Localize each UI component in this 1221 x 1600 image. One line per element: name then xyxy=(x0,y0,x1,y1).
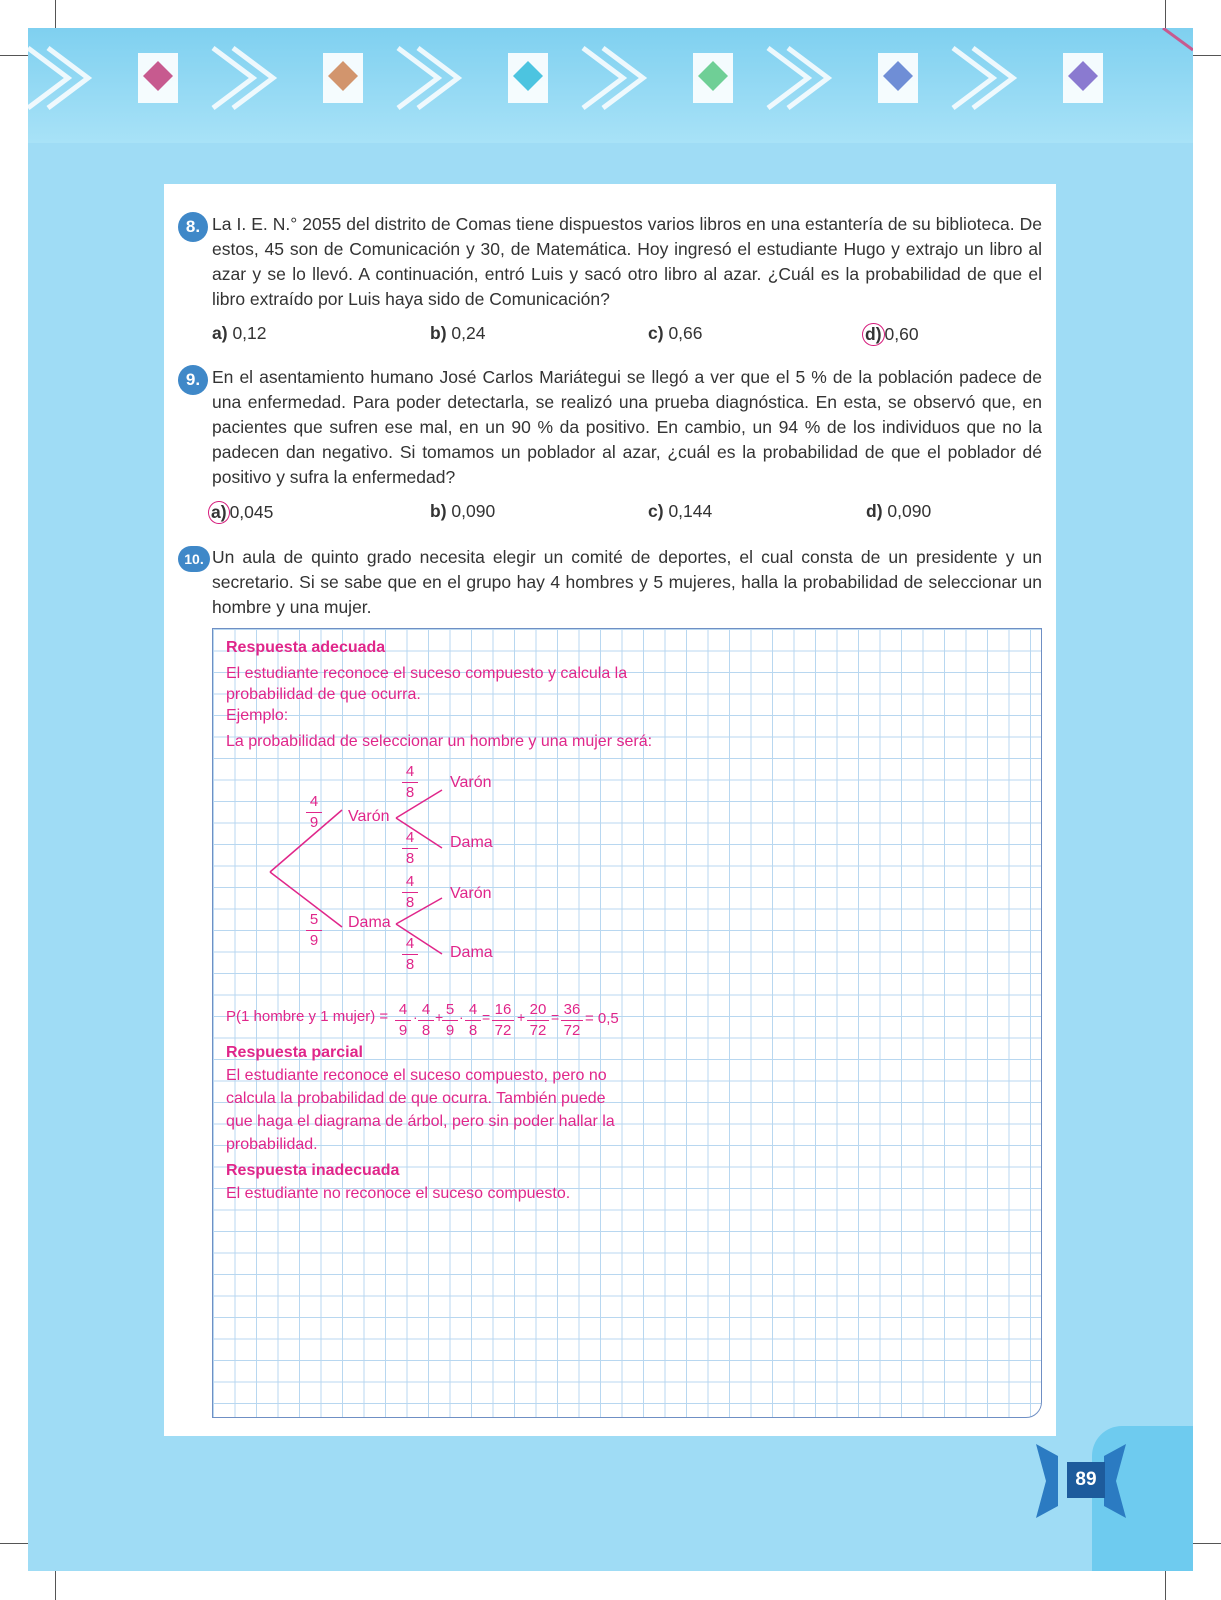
q8-option-a: a) 0,12 xyxy=(212,323,267,343)
selected-answer-circle: a) xyxy=(208,501,230,524)
tree-label-female: Dama xyxy=(348,914,391,931)
tree-fraction: $\frac{4}{8}$ xyxy=(402,872,418,913)
crop-mark xyxy=(1193,55,1221,56)
partial-line: El estudiante reconoce el suceso compuesto, pero no xyxy=(226,1067,607,1084)
question-10-text: Un aula de quinto grado necesita elegir un comité de deportes, el cual consta de un presidente y un secretario. Si se sabe que en el grupo hay 4 hombres y 5 mujeres, halla la probabilidad de seleccionar un hombre y una mujer. xyxy=(212,547,1042,617)
formula-op: + xyxy=(435,1009,444,1025)
adequate-line-2: probabilidad de que ocurra. xyxy=(226,686,421,703)
tree-fraction: $\frac{4}{8}$ xyxy=(402,934,418,975)
question-9-text: En el asentamiento humano José Carlos Mariátegui se llegó a ver que el 5 % de la población padece de una enfermedad. Para poder detectarla, se realizó una prueba diagnóstica. En esta, se observó que, en pacientes que sufren ese mal, en un 90 % da positivo. En cambio, un 94 % de los individuos que no la padecen dan negativo. Si tomamos un poblador al azar, ¿cuál es la probabilidad de que el poblador dé positivo y sufra la enfermedad? xyxy=(212,367,1042,487)
partial-line: probabilidad. xyxy=(226,1136,318,1153)
adequate-title: Respuesta adecuada xyxy=(226,639,386,656)
formula-op: = xyxy=(482,1009,491,1025)
tree-fraction: $\frac{4}{8}$ xyxy=(402,762,418,803)
question-10-number: 10. xyxy=(178,546,210,572)
formula-op: · xyxy=(459,1009,464,1025)
tree-leaf-label: Dama xyxy=(450,834,493,851)
crop-mark xyxy=(0,1543,28,1544)
tree-fraction: $\frac{4}{8}$ xyxy=(402,828,418,869)
tree-leaf-label: Dama xyxy=(450,944,493,961)
decorative-banner xyxy=(28,28,1193,143)
partial-line: que haga el diagrama de árbol, pero sin poder hallar la xyxy=(226,1113,615,1130)
crop-mark xyxy=(1193,1543,1221,1544)
q8-option-c: c) 0,66 xyxy=(648,323,703,343)
question-9-number: 9. xyxy=(178,365,208,395)
formula-result: = 0,5 xyxy=(585,1010,619,1027)
q9-option-c: c) 0,144 xyxy=(648,501,713,521)
q9-option-b: b) 0,090 xyxy=(430,501,496,521)
tree-label-male: Varón xyxy=(348,808,390,825)
formula-fraction: $\frac{4}{9}$ xyxy=(395,1000,411,1041)
tree-leaf-label: Varón xyxy=(450,774,492,791)
q9-option-d: d) 0,090 xyxy=(866,501,932,521)
partial-title: Respuesta parcial xyxy=(226,1044,363,1061)
crop-mark xyxy=(1165,1571,1166,1600)
selected-answer-circle: d) xyxy=(862,323,885,346)
formula-op: = xyxy=(551,1009,560,1025)
crop-mark xyxy=(55,1571,56,1600)
inadequate-title: Respuesta inadecuada xyxy=(226,1162,400,1179)
q8-option-d: d) 0,60 xyxy=(862,323,919,346)
formula-fraction: $\frac{5}{9}$ xyxy=(442,1000,458,1041)
inadequate-text: El estudiante no reconoce el suceso compuesto. xyxy=(226,1185,571,1202)
tree-leaf-label: Varón xyxy=(450,885,492,902)
crop-mark xyxy=(0,55,28,56)
example-label: Ejemplo: xyxy=(226,707,289,724)
formula-fraction: $\frac{4}{8}$ xyxy=(465,1000,481,1041)
page-number: 89 xyxy=(1067,1462,1105,1498)
q9-option-a: a) 0,045 xyxy=(208,501,273,524)
question-8-text: La I. E. N.° 2055 del distrito de Comas tiene dispuestos varios libros en una estantería de su biblioteca. De estos, 45 son de Comunicación y 30, de Matemática. Hoy ingresó el estudiante Hugo y extrajo un libro al azar y se lo llevó. A continuación, entró Luis y sacó otro libro al azar. ¿Cuál es la probabilidad de que el libro extraído por Luis haya sido de Comunicación? xyxy=(212,214,1042,309)
example-intro: La probabilidad de seleccionar un hombre y una mujer será: xyxy=(226,733,653,750)
formula-fraction: $\frac{20}{72}$ xyxy=(527,1000,549,1041)
question-8-number: 8. xyxy=(178,212,208,242)
partial-line: calcula la probabilidad de que ocurra. También puede xyxy=(226,1090,606,1107)
formula-op: · xyxy=(413,1009,418,1025)
formula-fraction: $\frac{4}{8}$ xyxy=(418,1000,434,1041)
crop-mark xyxy=(1165,0,1166,28)
tree-fraction-female: $\frac{5}{9}$ xyxy=(306,910,322,951)
tree-fraction-male: $\frac{4}{9}$ xyxy=(306,792,322,833)
crop-mark xyxy=(55,0,56,28)
formula-fraction: $\frac{16}{72}$ xyxy=(492,1000,514,1041)
adequate-line-1: El estudiante reconoce el suceso compuesto y calcula la xyxy=(226,665,628,682)
formula-op: + xyxy=(517,1009,526,1025)
q8-option-b: b) 0,24 xyxy=(430,323,486,343)
formula-prefix: P(1 hombre y 1 mujer) = xyxy=(226,1008,389,1025)
formula-fraction: $\frac{36}{72}$ xyxy=(561,1000,583,1041)
